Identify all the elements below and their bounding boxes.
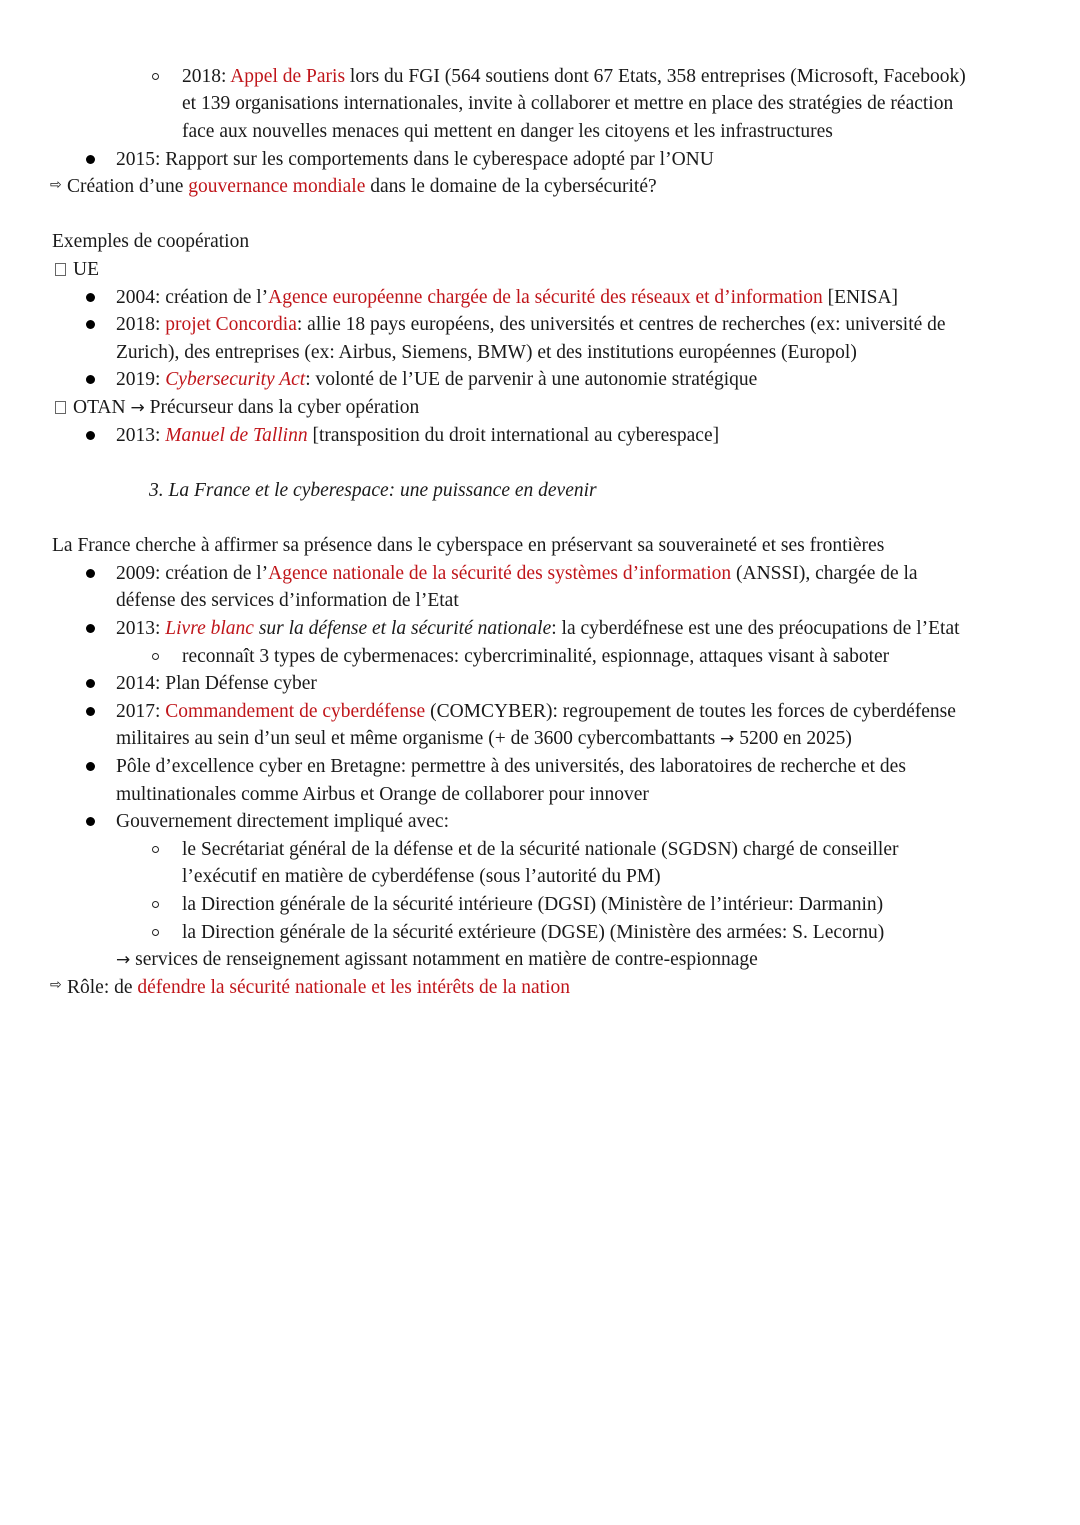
sub-bullet-icon [152,846,159,853]
implies-arrow-icon: ⇨ [50,977,62,993]
group-label: UE [73,259,99,280]
implies-arrow-icon: ⇨ [50,177,62,193]
text-line: la Direction générale de la sécurité intérieure (DGSI) (Ministère de l’intérieur: Darmanin) [182,894,884,915]
text-line: Création d’une gouvernance mondiale dans le domaine de la cybersécurité? [67,176,657,197]
group-label: OTAN → Précurseur dans la cyber opération [73,397,420,418]
text-line: Gouvernement directement impliqué avec: [116,811,449,832]
text-line: Pôle d’excellence cyber en Bretagne: permettre à des universités, des laboratoires de recherche et des [116,756,906,777]
text-line: Rôle: de défendre la sécurité nationale et les intérêts de la nation [67,977,571,998]
bullet-icon [86,624,95,633]
text-line: reconnaît 3 types de cybermenaces: cybercriminalité, espionnage, attaques visant à saboter [182,646,890,667]
text-line: 2018: projet Concordia: allie 18 pays européens, des universités et centres de recherches (ex: université de [116,314,946,335]
highlight: Appel de Paris [230,66,346,87]
checkbox-icon [55,401,66,414]
text-line: 2018: Appel de Paris lors du FGI (564 soutiens dont 67 Etats, 358 entreprises (Microsoft, Facebook) [182,66,966,87]
bullet-icon [86,320,95,329]
bullet-icon [86,817,95,826]
bullet-icon [86,375,95,384]
highlight: gouvernance mondiale [188,176,366,197]
text-line: 2014: Plan Défense cyber [116,673,317,694]
right-arrow-icon: → [130,398,145,418]
section-label: Exemples de coopération [52,231,250,252]
bullet-icon [86,762,95,771]
text-line: 2009: création de l’Agence nationale de la sécurité des systèmes d’information (ANSSI), chargée de la [116,563,918,584]
sub-bullet-icon [152,929,159,936]
text-line: l’exécutif en matière de cyberdéfense (sous l’autorité du PM) [182,866,661,887]
text-line: défense des services d’information de l’Etat [116,590,459,611]
highlight: projet Concordia [165,314,297,335]
text-line: la Direction générale de la sécurité extérieure (DGSE) (Ministère des armées: S. Lecornu) [182,922,885,943]
text-line: → services de renseignement agissant notamment en matière de contre-espionnage [116,949,758,970]
text-line: 2013: Manuel de Tallinn [transposition du droit international au cyberespace] [116,425,720,446]
highlight: Livre blanc [165,618,254,639]
bullet-icon [86,293,95,302]
sub-bullet-icon [152,653,159,660]
text-line: militaires au sein d’un seul et même organisme (+ de 3600 cybercombattants → 5200 en 2025) [116,728,852,749]
text-line: 2013: Livre blanc sur la défense et la sécurité nationale: la cyberdéfnese est une des préocupations de l’Etat [116,618,960,639]
text-line: 2004: création de l’Agence européenne chargée de la sécurité des réseaux et d’information [ENISA] [116,287,899,308]
highlight: Commandement de cyberdéfense [165,701,426,722]
sub-bullet-icon [152,73,159,80]
sub-bullet-icon [152,901,159,908]
bullet-icon [86,707,95,716]
bullet-icon [86,569,95,578]
bullet-icon [86,431,95,440]
text-line: 2019: Cybersecurity Act: volonté de l’UE de parvenir à une autonomie stratégique [116,369,758,390]
text-line: le Secrétariat général de la défense et de la sécurité nationale (SGDSN) chargé de conseiller [182,839,899,860]
text-line: 2017: Commandement de cyberdéfense (COMCYBER): regroupement de toutes les forces de cyberdéfense [116,701,956,722]
highlight: défendre la sécurité nationale et les intérêts de la nation [137,977,571,998]
highlight: Manuel de Tallinn [165,425,308,446]
right-arrow-icon: → [116,950,131,970]
checkbox-icon [55,263,66,276]
text-line: La France cherche à affirmer sa présence dans le cyberspace en préservant sa souveraineté et ses frontières [52,535,885,556]
bullet-icon [86,679,95,688]
section-heading: 3. La France et le cyberespace: une puissance en devenir [149,480,597,501]
text-line: 2015: Rapport sur les comportements dans le cyberespace adopté par l’ONU [116,149,714,170]
text-line: face aux nouvelles menaces qui mettent en danger les citoyens et les infrastructures [182,121,833,142]
highlight: Cybersecurity Act [165,369,306,390]
text-line: et 139 organisations internationales, invite à collaborer et mettre en place des stratégies de réaction [182,93,954,114]
highlight: Agence nationale de la sécurité des systèmes d’information [268,563,732,584]
text-line: multinationales comme Airbus et Orange de collaborer pour innover [116,784,649,805]
highlight: Agence européenne chargée de la sécurité des réseaux et d’information [268,287,823,308]
right-arrow-icon: → [720,729,735,749]
text-line: Zurich), des entreprises (ex: Airbus, Siemens, BMW) et des institutions européennes (Europol) [116,342,857,363]
bullet-icon [86,155,95,164]
